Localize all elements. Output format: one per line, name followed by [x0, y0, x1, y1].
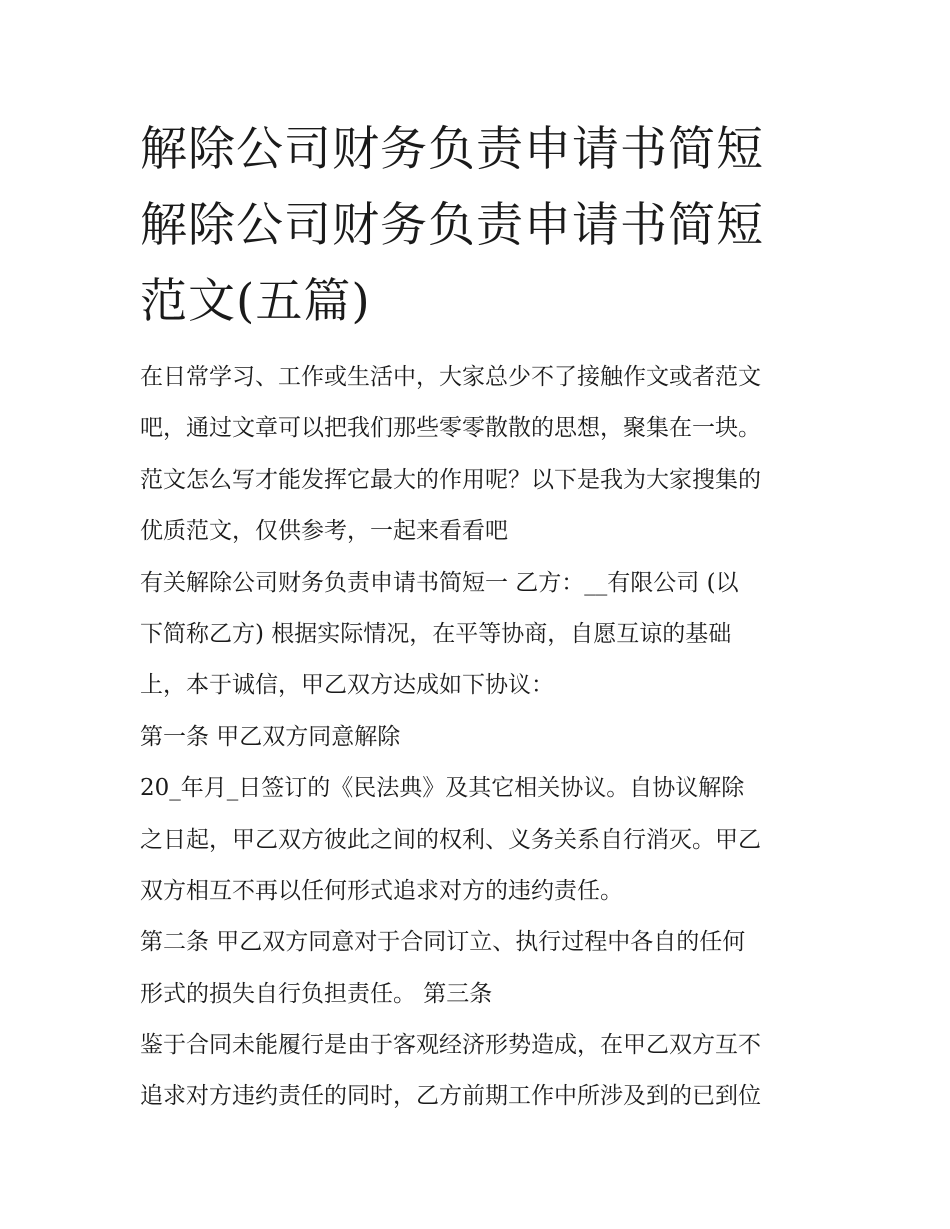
body-line: 下简称乙方) 根据实际情况，在平等协商，自愿互谅的基础 [140, 620, 732, 647]
body-line: 形式的损失自行负担责任。 第三条 [140, 980, 493, 1007]
document-title [140, 112, 820, 340]
body-line: 20_年月_日签订的《民法典》及其它相关协议。自协议解除 [140, 775, 745, 802]
body-line: 有关解除公司财务负责申请书简短一 乙方：__有限公司 (以 [140, 569, 739, 596]
body-line: 之日起，甲乙双方彼此之间的权利、义务关系自行消灭。甲乙 [140, 826, 761, 853]
title-line-1: 解除公司财务负责申请书简短 [140, 122, 764, 177]
title-line-2: 解除公司财务负责申请书简短 [140, 198, 764, 253]
body-line: 第二条 甲乙双方同意对于合同订立、执行过程中各自的任何 [140, 929, 746, 956]
document-body [140, 352, 830, 1123]
body-line: 范文怎么写才能发挥它最大的作用呢？以下是我为大家搜集的 [140, 466, 761, 493]
body-line: 上，本于诚信，甲乙双方达成如下协议： [140, 672, 554, 699]
body-line: 鉴于合同未能履行是由于客观经济形势造成，在甲乙双方互不 [140, 1032, 761, 1059]
body-line: 吧，通过文章可以把我们那些零零散散的思想，聚集在一块。 [140, 415, 761, 442]
body-line: 优质范文，仅供参考，一起来看看吧 [140, 518, 508, 545]
body-line: 第一条 甲乙双方同意解除 [140, 723, 401, 750]
body-line: 在日常学习、工作或生活中，大家总少不了接触作文或者范文 [140, 364, 761, 390]
title-line-3: 范文(五篇) [140, 274, 371, 329]
body-line: 追求对方违约责任的同时，乙方前期工作中所涉及到的已到位 [140, 1083, 761, 1110]
body-line: 双方相互不再以任何形式追求对方的违约责任。 [140, 877, 623, 904]
